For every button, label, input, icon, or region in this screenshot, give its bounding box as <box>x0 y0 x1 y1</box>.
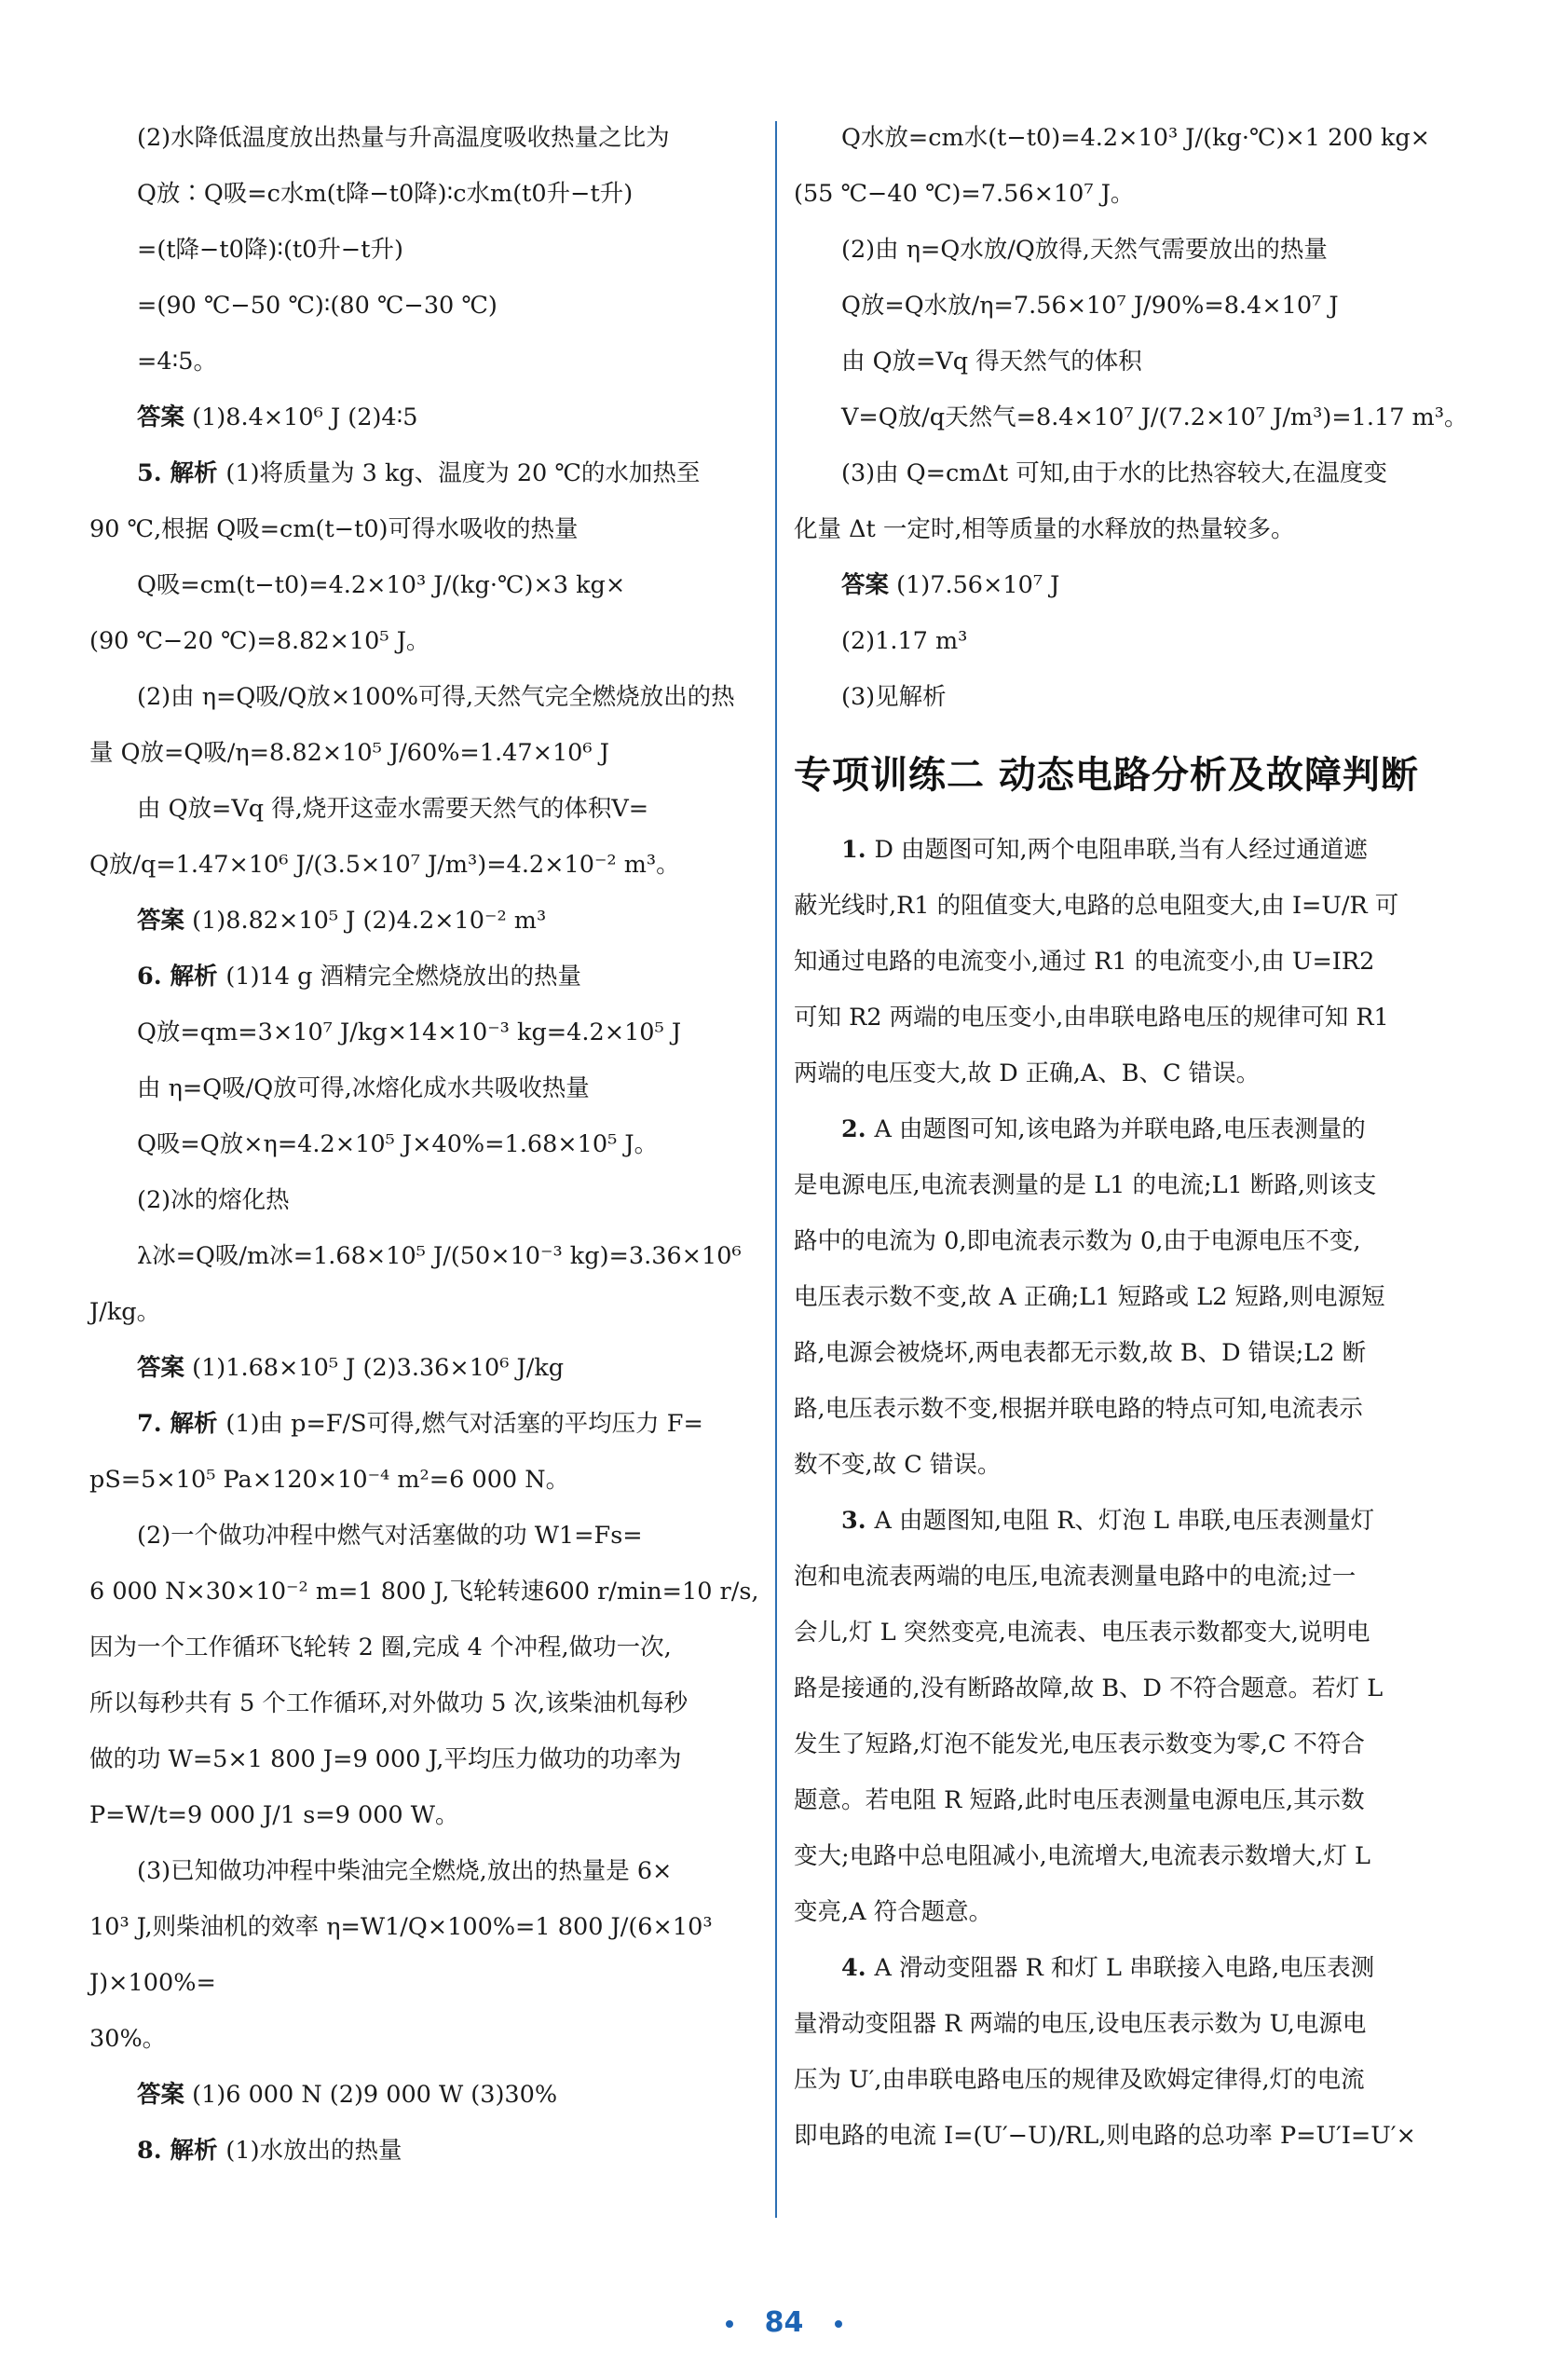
text-line <box>89 445 774 501</box>
text-line <box>89 1396 774 1452</box>
text-line <box>794 1716 1468 1772</box>
line-text: 10³ J,则柴油机的效率 η=W1/Q×100%=1 800 J/(6×10³ J)×100%= <box>89 1913 713 1997</box>
line-text: A 滑动变阻器 R 和灯 L 串联接入电路,电压表测 <box>874 1954 1375 1982</box>
text-line <box>89 1060 774 1116</box>
line-text: 所以每秒共有 5 个工作循环,对外做功 5 次,该柴油机每秒 <box>89 1689 689 1717</box>
line-text: 路是接通的,没有断路故障,故 B、D 不符合题意。若灯 L <box>794 1675 1384 1702</box>
text-line <box>89 2011 774 2067</box>
footer-dot-left <box>726 2320 733 2328</box>
line-text: Q吸=cm(t−t0)=4.2×10³ J/(kg·℃)×3 kg× <box>137 571 626 599</box>
bold-label: 答案 <box>137 2081 185 2109</box>
line-text: 由 η=Q吸/Q放可得,冰熔化成水共吸收热量 <box>137 1074 590 1102</box>
line-text: 压为 U′,由串联电路电压的规律及欧姆定律得,灯的电流 <box>794 2066 1365 2094</box>
text-line <box>794 334 1468 390</box>
line-text: 量 Q放=Q吸/η=8.82×10⁵ J/60%=1.47×10⁶ J <box>89 739 609 767</box>
text-line <box>794 278 1468 334</box>
bold-label: 答案 <box>137 907 185 935</box>
line-text: =(90 ℃−50 ℃)∶(80 ℃−30 ℃) <box>137 292 498 320</box>
line-text: (90 ℃−20 ℃)=8.82×10⁵ J。 <box>89 627 430 655</box>
line-text: 路中的电流为 0,即电流表示数为 0,由于电源电压不变, <box>794 1227 1361 1255</box>
text-line <box>89 613 774 669</box>
text-line <box>89 334 774 390</box>
line-text: λ冰=Q吸/m冰=1.68×10⁵ J/(50×10⁻³ kg)=3.36×10⁶ J/kg。 <box>89 1242 742 1326</box>
line-text: 蔽光线时,R1 的阻值变大,电路的总电阻变大,由 I=U/R 可 <box>794 892 1399 920</box>
line-text: (2)由 η=Q水放/Q放得,天然气需要放出的热量 <box>841 236 1328 264</box>
line-text: (1)水放出的热量 <box>225 2137 402 2165</box>
line-text: =4∶5。 <box>137 348 217 376</box>
line-text: (3)由 Q=cmΔt 可知,由于水的比热容较大,在温度变 <box>841 459 1387 487</box>
line-text: (2)由 η=Q吸/Q放×100%可得,天然气完全燃烧放出的热 <box>137 683 735 711</box>
text-line <box>89 1564 774 1620</box>
text-line <box>794 822 1468 878</box>
line-text: Q放∶Q吸=c水m(t降−t0降)∶c水m(t0升−t升) <box>137 180 634 208</box>
text-line <box>89 725 774 781</box>
bold-label: 5. 解析 <box>137 459 226 487</box>
page-footer <box>0 2306 1568 2339</box>
line-text: A 由题图可知,该电路为并联电路,电压表测量的 <box>874 1115 1366 1143</box>
text-line <box>794 1213 1468 1269</box>
bold-label: 2. <box>841 1115 875 1143</box>
line-text: 数不变,故 C 错误。 <box>794 1451 1002 1479</box>
bold-label: 答案 <box>841 571 890 599</box>
text-line <box>794 1772 1468 1828</box>
line-text: (1)8.82×10⁵ J (2)4.2×10⁻² m³ <box>184 907 547 935</box>
line-text: P=W/t=9 000 J/1 s=9 000 W。 <box>89 1801 459 1829</box>
line-text: 90 ℃,根据 Q吸=cm(t−t0)可得水吸收的热量 <box>89 515 579 543</box>
text-line <box>794 1381 1468 1437</box>
line-text: (3)已知做功冲程中柴油完全燃烧,放出的热量是 6× <box>137 1857 673 1885</box>
line-text: 量滑动变阻器 R 两端的电压,设电压表示数为 U,电源电 <box>794 2010 1367 2038</box>
line-text: 由 Q放=Vq 得,烧开这壶水需要天然气的体积V= <box>137 795 649 823</box>
text-line <box>794 1437 1468 1493</box>
bold-label: 6. 解析 <box>137 963 226 991</box>
line-text: (2)1.17 m³ <box>841 627 968 655</box>
text-line <box>794 1157 1468 1213</box>
text-line <box>794 1549 1468 1605</box>
page-number: 84 <box>764 2306 804 2339</box>
line-text: 变大;电路中总电阻减小,电流增大,电流表示数增大,灯 L <box>794 1842 1370 1870</box>
text-line <box>89 1508 774 1564</box>
footer-dot-right <box>835 2320 842 2328</box>
line-text: 可知 R2 两端的电压变小,由串联电路电压的规律可知 R1 <box>794 1004 1389 1032</box>
text-line <box>794 878 1468 934</box>
text-line <box>89 1228 774 1340</box>
line-text: (1)1.68×10⁵ J (2)3.36×10⁶ J/kg <box>184 1354 565 1382</box>
line-text: (1)将质量为 3 kg、温度为 20 ℃的水加热至 <box>225 459 701 487</box>
line-text: 6 000 N×30×10⁻² m=1 800 J,飞轮转速600 r/min=10 r/s, <box>89 1578 759 1606</box>
text-line <box>794 2052 1468 2108</box>
text-line <box>794 1884 1468 1940</box>
line-text: Q放=qm=3×10⁷ J/kg×14×10⁻³ kg=4.2×10⁵ J <box>137 1018 682 1046</box>
text-line <box>89 1620 774 1675</box>
line-text: Q放=Q水放/η=7.56×10⁷ J/90%=8.4×10⁷ J <box>841 292 1339 320</box>
text-line <box>89 278 774 334</box>
text-line <box>89 1843 774 1899</box>
text-line <box>794 110 1468 166</box>
line-text: Q水放=cm水(t−t0)=4.2×10³ J/(kg·℃)×1 200 kg× <box>841 124 1431 152</box>
text-line <box>794 166 1468 222</box>
line-text: 会儿,灯 L 突然变亮,电流表、电压表示数都变大,说明电 <box>794 1619 1370 1647</box>
line-text: (2)冰的熔化热 <box>137 1186 290 1214</box>
text-line <box>89 1340 774 1396</box>
line-text: 即电路的电流 I=(U′−U)/RL,则电路的总功率 P=U′I=U′× <box>794 2122 1416 2150</box>
text-line <box>794 1996 1468 2052</box>
line-text: D 由题图可知,两个电阻串联,当有人经过通道遮 <box>874 836 1368 864</box>
line-text: (1)8.4×10⁶ J (2)4∶5 <box>184 403 418 431</box>
text-line <box>89 166 774 222</box>
text-line <box>794 1101 1468 1157</box>
line-text: A 由题图知,电阻 R、灯泡 L 串联,电压表测量灯 <box>874 1507 1375 1535</box>
text-line <box>794 1661 1468 1716</box>
text-line <box>89 222 774 278</box>
line-text: 变亮,A 符合题意。 <box>794 1898 993 1926</box>
line-text: 化量 Δt 一定时,相等质量的水释放的热量较多。 <box>794 515 1295 543</box>
bold-label: 7. 解析 <box>137 1410 226 1438</box>
text-line <box>89 893 774 949</box>
text-line <box>794 557 1468 613</box>
text-line <box>794 2108 1468 2164</box>
text-line <box>794 1828 1468 1884</box>
text-line <box>794 1605 1468 1661</box>
right-column <box>794 110 1468 2164</box>
text-line <box>794 934 1468 990</box>
text-line <box>89 557 774 613</box>
text-line <box>89 1452 774 1508</box>
text-line <box>89 2067 774 2123</box>
line-text: 因为一个工作循环飞轮转 2 圈,完成 4 个冲程,做功一次, <box>89 1634 672 1661</box>
text-line <box>794 613 1468 669</box>
text-line <box>89 1899 774 2011</box>
line-text: pS=5×10⁵ Pa×120×10⁻⁴ m²=6 000 N。 <box>89 1466 570 1494</box>
text-line <box>89 110 774 166</box>
left-column <box>89 110 774 2179</box>
line-text: 发生了短路,灯泡不能发光,电压表示数变为零,C 不符合 <box>794 1730 1365 1758</box>
line-text: (1)7.56×10⁷ J <box>889 571 1060 599</box>
line-text: (1)6 000 N (2)9 000 W (3)30% <box>184 2081 558 2109</box>
text-line <box>89 390 774 445</box>
right-top-text <box>794 110 1468 725</box>
text-line <box>89 781 774 837</box>
line-text: Q放/q=1.47×10⁶ J/(3.5×10⁷ J/m³)=4.2×10⁻² m³。 <box>89 851 680 879</box>
line-text: 题意。若电阻 R 短路,此时电压表测量电源电压,其示数 <box>794 1786 1365 1814</box>
line-text: (3)见解析 <box>841 683 947 711</box>
line-text: (2)水降低温度放出热量与升高温度吸收热量之比为 <box>137 124 670 152</box>
line-text: 泡和电流表两端的电压,电流表测量电路中的电流;过一 <box>794 1563 1357 1591</box>
bold-label: 4. <box>841 1954 875 1982</box>
line-text: =(t降−t0降)∶(t0升−t升) <box>137 236 403 264</box>
bold-label: 1. <box>841 836 875 864</box>
line-text: 由 Q放=Vq 得天然气的体积 <box>841 348 1142 376</box>
text-line <box>89 1005 774 1060</box>
text-line <box>794 222 1468 278</box>
text-line <box>89 837 774 893</box>
line-text: 30%。 <box>89 2025 167 2053</box>
line-text: V=Q放/q天然气=8.4×10⁷ J/(7.2×10⁷ J/m³)=1.17 m³。 <box>841 403 1468 431</box>
line-text: 电压表示数不变,故 A 正确;L1 短路或 L2 短路,则电源短 <box>794 1283 1385 1311</box>
text-line <box>794 1493 1468 1549</box>
text-line <box>794 445 1468 501</box>
text-line <box>89 1731 774 1787</box>
bold-label: 答案 <box>137 403 185 431</box>
text-line <box>89 501 774 557</box>
text-line <box>89 1116 774 1172</box>
line-text: 路,电压表示数不变,根据并联电路的特点可知,电流表示 <box>794 1395 1363 1423</box>
text-line <box>89 2123 774 2179</box>
line-text: 是电源电压,电流表测量的是 L1 的电流;L1 断路,则该支 <box>794 1171 1377 1199</box>
text-line <box>794 1325 1468 1381</box>
line-text: 路,电源会被烧坏,两电表都无示数,故 B、D 错误;L2 断 <box>794 1339 1367 1367</box>
text-line <box>89 1787 774 1843</box>
line-text: (55 ℃−40 ℃)=7.56×10⁷ J。 <box>794 180 1135 208</box>
line-text: (1)由 p=F/S可得,燃气对活塞的平均压力 F= <box>225 1410 703 1438</box>
bold-label: 答案 <box>137 1354 185 1382</box>
bold-label: 3. <box>841 1507 875 1535</box>
line-text: (1)14 g 酒精完全燃烧放出的热量 <box>225 963 581 991</box>
line-text: Q吸=Q放×η=4.2×10⁵ J×40%=1.68×10⁵ J。 <box>137 1130 659 1158</box>
column-divider <box>775 121 777 2218</box>
text-line <box>794 390 1468 445</box>
text-line <box>89 669 774 725</box>
text-line <box>89 1172 774 1228</box>
text-line <box>89 1675 774 1731</box>
text-line <box>794 1269 1468 1325</box>
text-line <box>89 949 774 1005</box>
text-line <box>794 501 1468 557</box>
text-line <box>794 669 1468 725</box>
text-line <box>794 990 1468 1046</box>
line-text: 知通过电路的电流变小,通过 R1 的电流变小,由 U=IR2 <box>794 948 1375 976</box>
bold-label: 8. 解析 <box>137 2137 226 2165</box>
text-line <box>794 1046 1468 1101</box>
line-text: (2)一个做功冲程中燃气对活塞做的功 W1=Fs= <box>137 1522 643 1550</box>
right-bottom-text <box>794 822 1468 2164</box>
line-text: 两端的电压变大,故 D 正确,A、B、C 错误。 <box>794 1059 1261 1087</box>
text-line <box>794 1940 1468 1996</box>
line-text: 做的功 W=5×1 800 J=9 000 J,平均压力做功的功率为 <box>89 1745 682 1773</box>
section-heading: 专项训练二 动态电路分析及故障判断 <box>794 754 1419 797</box>
